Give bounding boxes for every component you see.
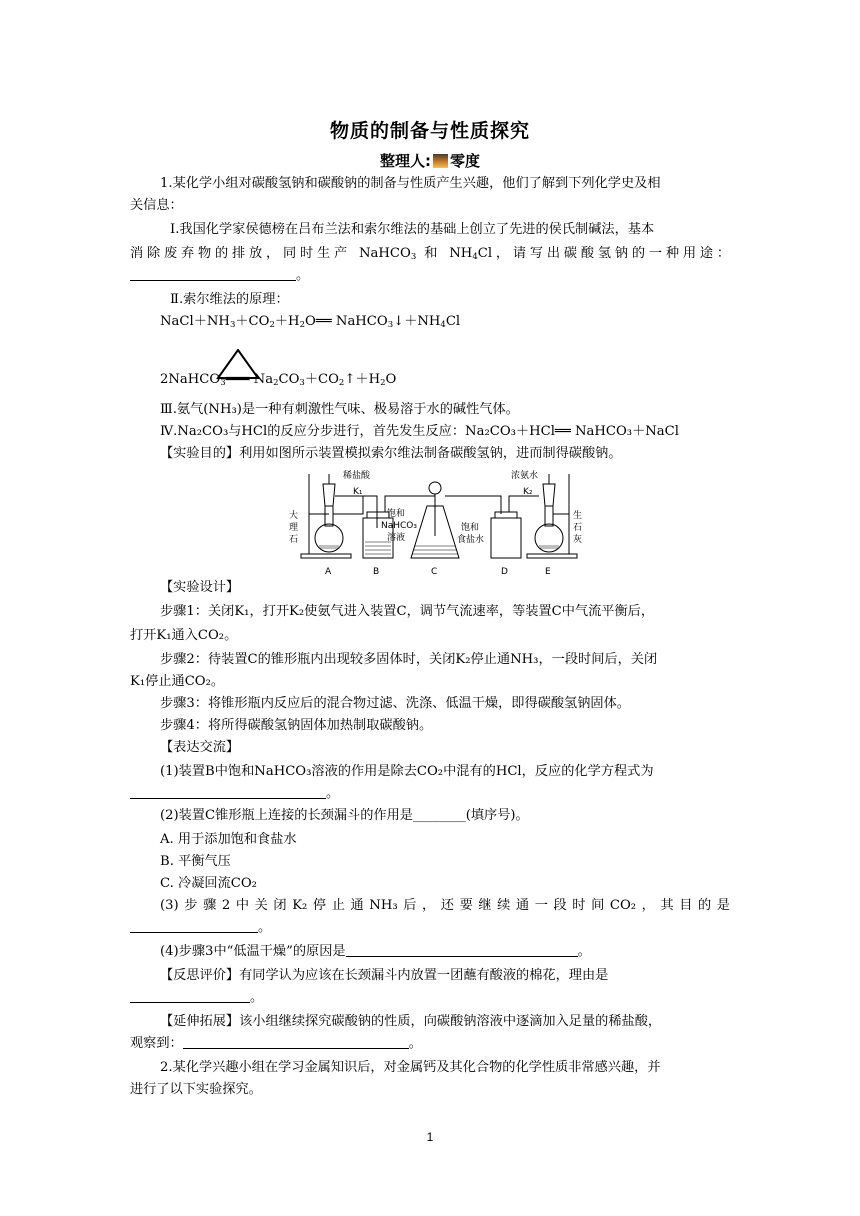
step1-line-2: 打开K₁通入CO₂。 [130, 628, 238, 643]
q1-3-answer: 。 [130, 918, 730, 938]
step2-line-1: 步骤2：待装置C的锥形瓶内出现较多固体时，关闭K₂停止通NH₃，一段时间后，关闭 [160, 652, 658, 667]
label-k2: K₂ [523, 487, 533, 497]
info1-line-1: Ⅰ.我国化学家侯德榜在吕布兰法和索尔维法的基础上创立了先进的侯氏制碱法，基本 [170, 222, 655, 237]
info1-answer-line: 。 [130, 266, 730, 286]
svg-text:B: B [373, 567, 380, 577]
experiment-purpose: 【实验目的】利用如图所示装置模拟索尔维法制备碳酸氢钠，进而制得碳酸钠。 [160, 446, 622, 461]
svg-text:溶液: 溶液 [387, 533, 406, 543]
q2-line-1: 2.某化学兴趣小组在学习金属知识后，对金属钙及其化合物的化学性质非常感兴趣，并 [160, 1060, 661, 1075]
step2-line-2: K₁停止通CO₂。 [130, 674, 225, 689]
equation-1: $NaCl+NH_3+CO_2+H_2O══$ $NaHCO_3↓+NH_4Cl$ [160, 314, 461, 330]
svg-text:理: 理 [289, 523, 299, 533]
express-title: 【表达交流】 [160, 740, 240, 755]
svg-text:C: C [431, 567, 438, 577]
author-name: 零度 [449, 152, 480, 170]
q1-1-line: (1)装置B中饱和NaHCO₃溶液的作用是除去CO₂中混有的HCl，反应的化学方程式为 [160, 764, 654, 779]
q2-line-2: 进行了以下实验探究。 [130, 1082, 262, 1097]
q1-intro-line-2: 关信息： [130, 198, 183, 213]
author-prefix: 整理人: [379, 152, 431, 170]
svg-text:饱和: 饱和 [461, 523, 480, 533]
svg-text:石: 石 [289, 535, 299, 545]
svg-text:大: 大 [289, 511, 299, 521]
label-k1: K₁ [353, 487, 363, 497]
label-dilute-hcl: 稀盐酸 [343, 471, 371, 481]
svg-text:E: E [545, 567, 551, 577]
answer-blank-2[interactable] [130, 784, 326, 799]
svg-text:生: 生 [573, 511, 583, 521]
extend-line-1: 【延伸拓展】该小组继续探究碳酸钠的性质，向碳酸钠溶液中逐滴加入足量的稀盐酸， [160, 1014, 662, 1029]
svg-text:灰: 灰 [573, 535, 583, 545]
option-a: A. 用于添加饱和食盐水 [160, 832, 297, 847]
extend-line-2: 观察到： 。 [130, 1036, 422, 1051]
svg-text:D: D [501, 567, 508, 577]
label-conc-ammonia: 浓氨水 [511, 471, 539, 481]
page-title: 物质的制备与性质探究 [329, 120, 530, 142]
svg-text:饱和: 饱和 [387, 509, 406, 519]
q1-2: (2)装置C锥形瓶上连接的长颈漏斗的作用是________(填序号)。 [160, 808, 529, 823]
answer-blank-1[interactable] [130, 266, 296, 281]
step4: 步骤4：将所得碳酸氢钠固体加热制取碳酸钠。 [160, 718, 433, 733]
answer-blank-5[interactable] [130, 988, 250, 1003]
q1-3-line: (3)步骤2中关闭K₂停止通NH₃后，还要继续通一段时间CO₂，其目的是 [160, 898, 730, 913]
answer-blank-6[interactable] [183, 1034, 409, 1049]
reflect-line: 【反思评价】有同学认为应该在长颈漏斗内放置一团蘸有酸液的棉花，理由是 [160, 968, 609, 983]
step3: 步骤3：将锥形瓶内反应后的混合物过滤、洗涤、低温干燥，即得碳酸氢钠固体。 [160, 696, 630, 711]
info1-line-2: 消除废弃物的排放，同时生产 NaHCO$_3$ 和 $NH_4Cl$，请写出碳酸氢钠的一种用途： [130, 246, 731, 262]
option-c: C. 冷凝回流CO₂ [160, 876, 257, 891]
svg-text:石: 石 [573, 523, 583, 533]
q1-4: (4)步骤3中“低温干燥”的原因是 。 [160, 944, 591, 959]
design-title: 【实验设计】 [160, 580, 240, 595]
apparatus-diagram [283, 466, 583, 580]
svg-text:A: A [325, 567, 332, 577]
step1-line-1: 步骤1：关闭K₁，打开K₂使氨气进入装置C，调节气流速率，等装置C中气流平衡后， [160, 604, 655, 619]
svg-text:食盐水: 食盐水 [457, 535, 485, 545]
answer-blank-4[interactable] [346, 942, 578, 957]
page-number: 1 [426, 1130, 434, 1144]
info4: Ⅳ.Na₂CO₃与HCl的反应分步进行，首先发生反应：Na₂CO₃＋HCl══ NaHCO₃＋NaCl [160, 424, 679, 439]
info2-title: Ⅱ.索尔维法的原理： [170, 292, 289, 307]
q1-1-answer: 。 [130, 784, 730, 804]
svg-text:NaHCO₃: NaHCO₃ [381, 521, 417, 531]
reflect-answer: 。 [130, 988, 730, 1008]
author-line [0, 150, 860, 171]
answer-blank-3[interactable] [130, 918, 258, 933]
option-b: B. 平衡气压 [160, 854, 231, 869]
equation-2: 2NaHCO$_3$═══ $Na_2CO_3+CO_2↑+H_2O$ [160, 372, 397, 388]
author-avatar-icon [433, 154, 448, 168]
q1-intro-line-1: 1.某化学小组对碳酸氢钠和碳酸钠的制备与性质产生兴趣，他们了解到下列化学史及相 [160, 176, 661, 191]
info3: Ⅲ.氨气(NH₃)是一种有刺激性气味、极易溶于水的碱性气体。 [160, 402, 519, 417]
